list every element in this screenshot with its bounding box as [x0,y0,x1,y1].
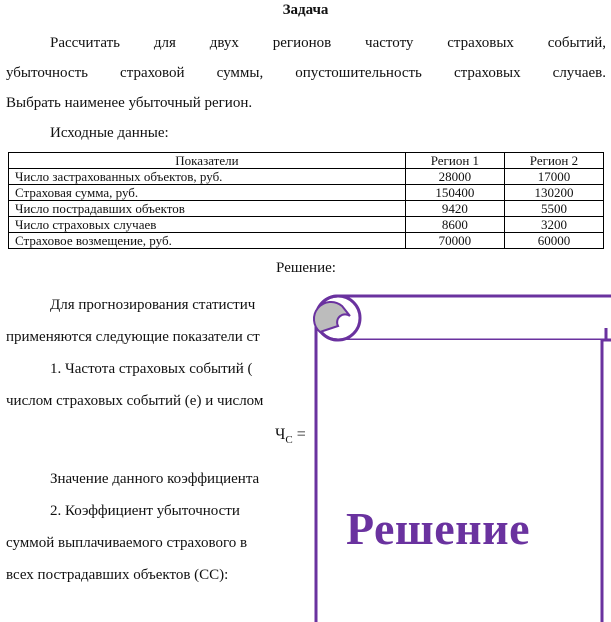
body-p2-line-1: 1. Частота страховых событий ( [50,361,253,377]
scroll-banner [306,292,611,622]
row-region-1: 9420 [405,201,504,217]
formula [275,426,306,446]
scroll-icon [306,292,611,622]
row-region-1: 28000 [405,169,504,185]
body-p1-line-2: применяются следующие показатели ст [6,329,260,345]
table-header-row [9,153,604,169]
row-region-1: 150400 [405,185,504,201]
task-line-3: Выбрать наименее убыточный регион. [6,95,253,111]
body-p4-line-1: 2. Коэффициент убыточности [50,503,240,519]
body-p1-line-1: Для прогнозирования статистич [50,297,256,313]
solution-label: Решение: [276,260,336,276]
row-label: Число застрахованных объектов, руб. [9,169,406,185]
row-region-1: 70000 [405,233,504,249]
row-label: Число страховых случаев [9,217,406,233]
task-line-1: Рассчитать для двух регионов частоту страховых событий, [50,35,606,51]
row-label: Число пострадавших объектов [9,201,406,217]
body-p4-line-3: всех пострадавших объектов (СС): [6,567,229,583]
header-region-2: Регион 2 [504,153,603,169]
row-label: Страховая сумма, руб. [9,185,406,201]
table-row [9,201,604,217]
row-region-2: 3200 [504,217,603,233]
table-row [9,185,604,201]
row-region-2: 5500 [504,201,603,217]
table-row [9,233,604,249]
formula-symbol: Ч [275,426,286,443]
formula-equals: = [296,426,306,443]
row-region-2: 17000 [504,169,603,185]
body-p2-line-2: числом страховых событий (е) и числом [6,393,264,409]
header-indicators: Показатели [9,153,406,169]
formula-subscript: С [285,434,293,447]
header-region-1: Регион 1 [405,153,504,169]
initial-data-label: Исходные данные: [50,125,169,141]
body-p3-line-1: Значение данного коэффициента [50,471,260,487]
row-region-2: 60000 [504,233,603,249]
body-p4-line-2: суммой выплачиваемого страхового в [6,535,248,551]
task-line-2: убыточность страховой суммы, опустошительность страховых случаев. [6,65,606,81]
row-region-1: 8600 [405,217,504,233]
scroll-title: Решение [346,503,531,554]
document-title: Задача [282,2,329,18]
data-table [8,152,604,249]
table-row [9,169,604,185]
row-label: Страховое возмещение, руб. [9,233,406,249]
row-region-2: 130200 [504,185,603,201]
table-row [9,217,604,233]
